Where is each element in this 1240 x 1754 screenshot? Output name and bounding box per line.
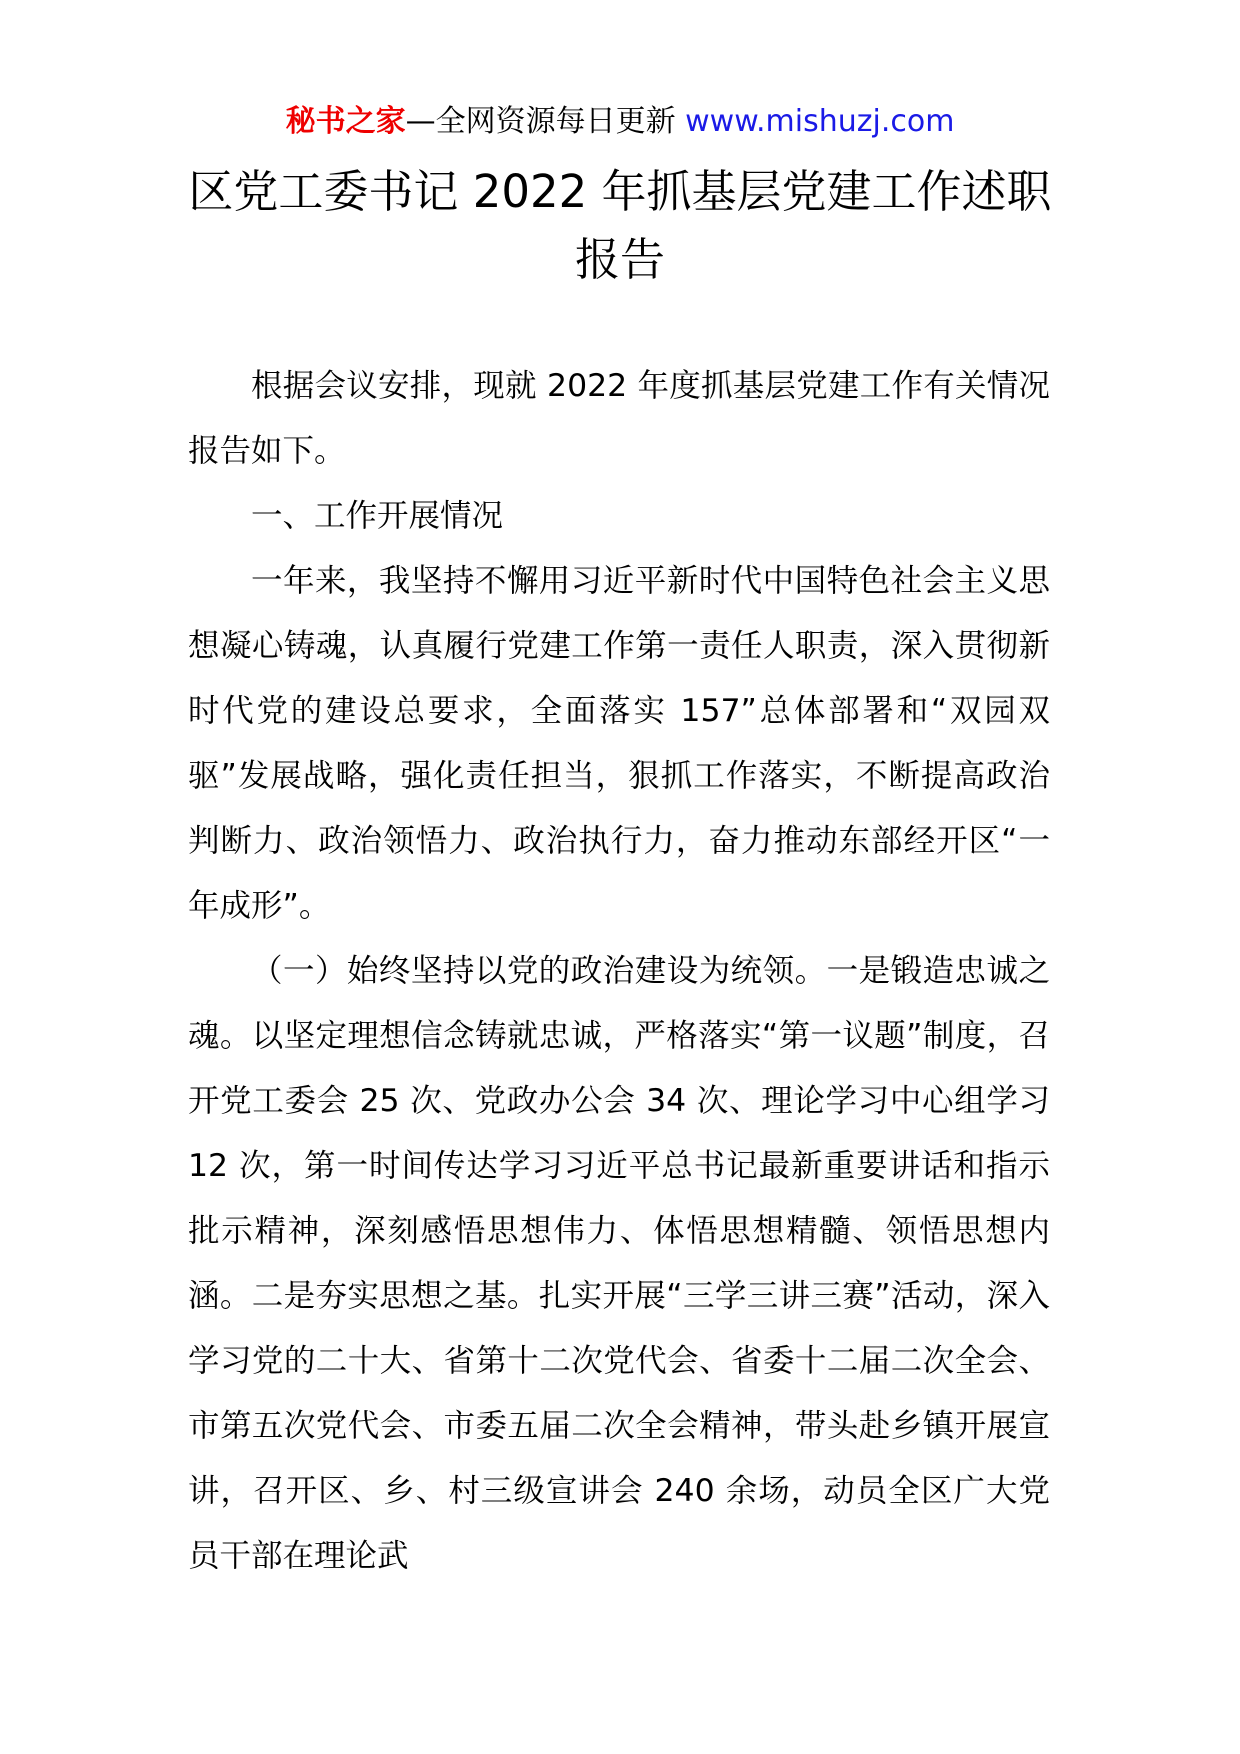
body-paragraph: （一）始终坚持以党的政治建设为统领。一是锻造忠诚之魂。以坚定理想信念铸就忠诚，严格落实“第一议题”制度，召开党工委会 25 次、党政办公会 34 次、理论学习中心组学习 12 次，第一时间传达学习习近平总书记最新重要讲话和指示批示精神，深刻感悟思想伟力、体悟思想精髓、领悟思想内涵。二是夯实思想之基。扎实开展“三学三讲三赛”活动，深入学习党的二十大、省第十二次党代会、省委十二届二次全会、市第五次党代会、市委五届二次全会精神，带头赴乡镇开展宣讲，召开区、乡、村三级宣讲会 240 余场，动员全区广大党员干部在理论武 bbox=[188, 953, 1050, 1574]
document-title bbox=[150, 158, 1090, 294]
section-heading: 一、工作开展情况 bbox=[251, 498, 504, 534]
body-paragraph: 一年来，我坚持不懈用习近平新时代中国特色社会主义思想凝心铸魂，认真履行党建工作第一责任人职责，深入贯彻新时代党的建设总要求，全面落实 157”总体部署和“双园双驱”发展战略，强化责任担当，狠抓工作落实，不断提高政治判断力、政治领悟力、政治执行力，奋力推动东部经开区“一年成形”。 bbox=[188, 563, 1050, 924]
header-tagline: —全网资源每日更新 bbox=[405, 104, 686, 139]
site-url-link[interactable]: www.mishuzj.com bbox=[685, 104, 955, 139]
title-line-1: 区党工委书记 2022 年抓基层党建工作述职 bbox=[188, 165, 1052, 218]
document-body bbox=[188, 354, 1050, 1589]
title-line-2: 报告 bbox=[574, 233, 665, 286]
site-header bbox=[0, 102, 1240, 142]
intro-paragraph: 根据会议安排，现就 2022 年度抓基层党建工作有关情况报告如下。 bbox=[188, 368, 1050, 469]
brand-name: 秘书之家 bbox=[285, 104, 406, 139]
